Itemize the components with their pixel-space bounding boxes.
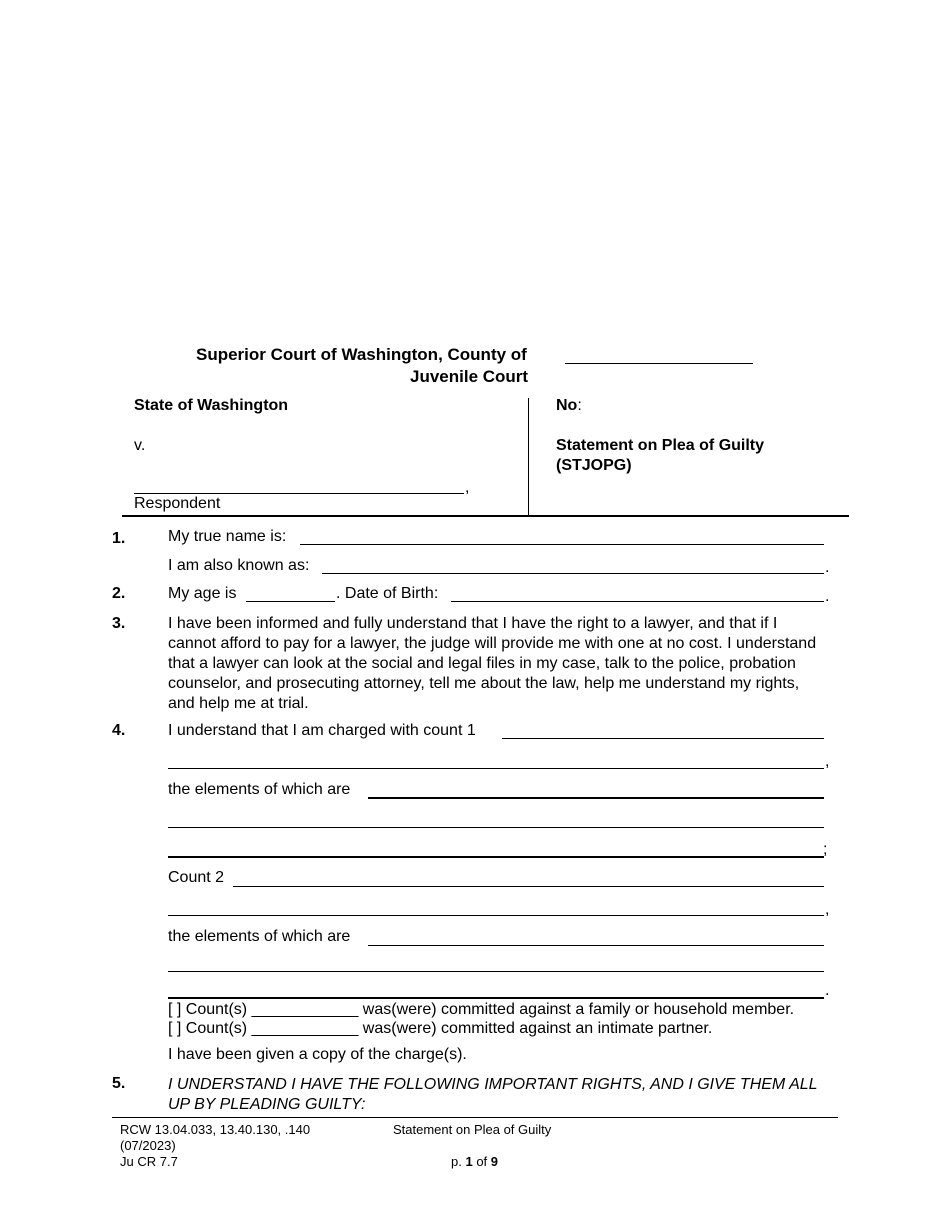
family-member-checkbox[interactable]: [ ] Count(s) ____________ was(were) committed against a family or household member. [168,1001,795,1018]
count2-label: Count 2 [168,869,225,886]
intimate-partner-checkbox[interactable]: [ ] Count(s) ____________ was(were) committed against an intimate partner. [168,1020,713,1037]
court-title: Superior Court of Washington, County of [196,345,527,364]
count2-elements-line1[interactable] [368,945,824,946]
count2-field-line1[interactable] [233,886,824,887]
copy-of-charges-text: I have been given a copy of the charge(s). [168,1046,467,1063]
footer-page-number: p. 1 of 9 [451,1154,499,1169]
doc-title-line1: Statement on Plea of Guilty [556,437,765,454]
count2-elements-label: the elements of which are [168,928,351,945]
item-3-number: 3. [112,615,126,632]
footer-rcw: RCW 13.04.033, 13.40.130, .140 [120,1122,311,1137]
respondent-comma: , [465,479,470,496]
true-name-field[interactable] [300,544,824,545]
dob-period: . [825,588,830,605]
count2-field-line2[interactable] [168,915,824,916]
doc-title-line2: (STJOPG) [556,457,632,474]
count1-elements-line3[interactable] [168,856,824,858]
caption-rule [122,515,849,517]
true-name-label: My true name is: [168,528,287,545]
case-number-label: No: [556,397,582,414]
caption-versus: v. [134,437,146,454]
age-label: My age is [168,585,237,602]
count2-comma: , [825,901,830,918]
charged-count1-label: I understand that I am charged with count 1 [168,722,476,739]
count1-semicolon: ; [823,841,828,858]
county-field[interactable] [565,363,753,364]
count2-elements-line3[interactable] [168,997,824,999]
count1-comma: , [825,753,830,770]
count2-period: . [825,982,830,999]
count1-elements-line1[interactable] [368,797,824,799]
count1-elements-label: the elements of which are [168,781,351,798]
dob-field[interactable] [451,601,824,602]
count1-field-line1[interactable] [502,738,824,739]
count1-elements-line2[interactable] [168,827,824,828]
footer-rule-ref: Ju CR 7.7 [120,1154,178,1169]
item-1-number: 1. [112,530,126,547]
respondent-name-field[interactable] [134,493,464,494]
aka-label: I am also known as: [168,557,310,574]
item-2-number: 2. [112,585,126,602]
count1-field-line2[interactable] [168,768,824,769]
count2-elements-line2[interactable] [168,971,824,972]
item-4-number: 4. [112,722,126,739]
caption-divider [528,398,529,516]
caption-respondent: Respondent [134,495,221,512]
dob-label: . Date of Birth: [336,585,439,602]
footer-date: (07/2023) [120,1138,176,1153]
rights-heading: I UNDERSTAND I HAVE THE FOLLOWING IMPORTANT RIGHTS, AND I GIVE THEM ALL UP BY PLEADING GUILTY: [168,1076,818,1113]
footer-rule [112,1117,838,1118]
aka-field[interactable] [322,573,824,574]
aka-period: . [825,559,830,576]
age-field[interactable] [246,601,335,602]
caption-state: State of Washington [134,397,289,414]
footer-title: Statement on Plea of Guilty [393,1122,552,1137]
item-5-number: 5. [112,1075,126,1092]
right-to-lawyer-text: I have been informed and fully understand that I have the right to a lawyer, and that if I cannot afford to pay for a lawyer, the judge will provide me with one at no cost. I understand that a lawyer can look at the social and legal files in my case, talk to the police, probation counselor, and prosecuting attorney, tell me about the law, help me understand my rights, and help me at trial. [168,615,817,712]
court-subtitle: Juvenile Court [410,367,529,386]
